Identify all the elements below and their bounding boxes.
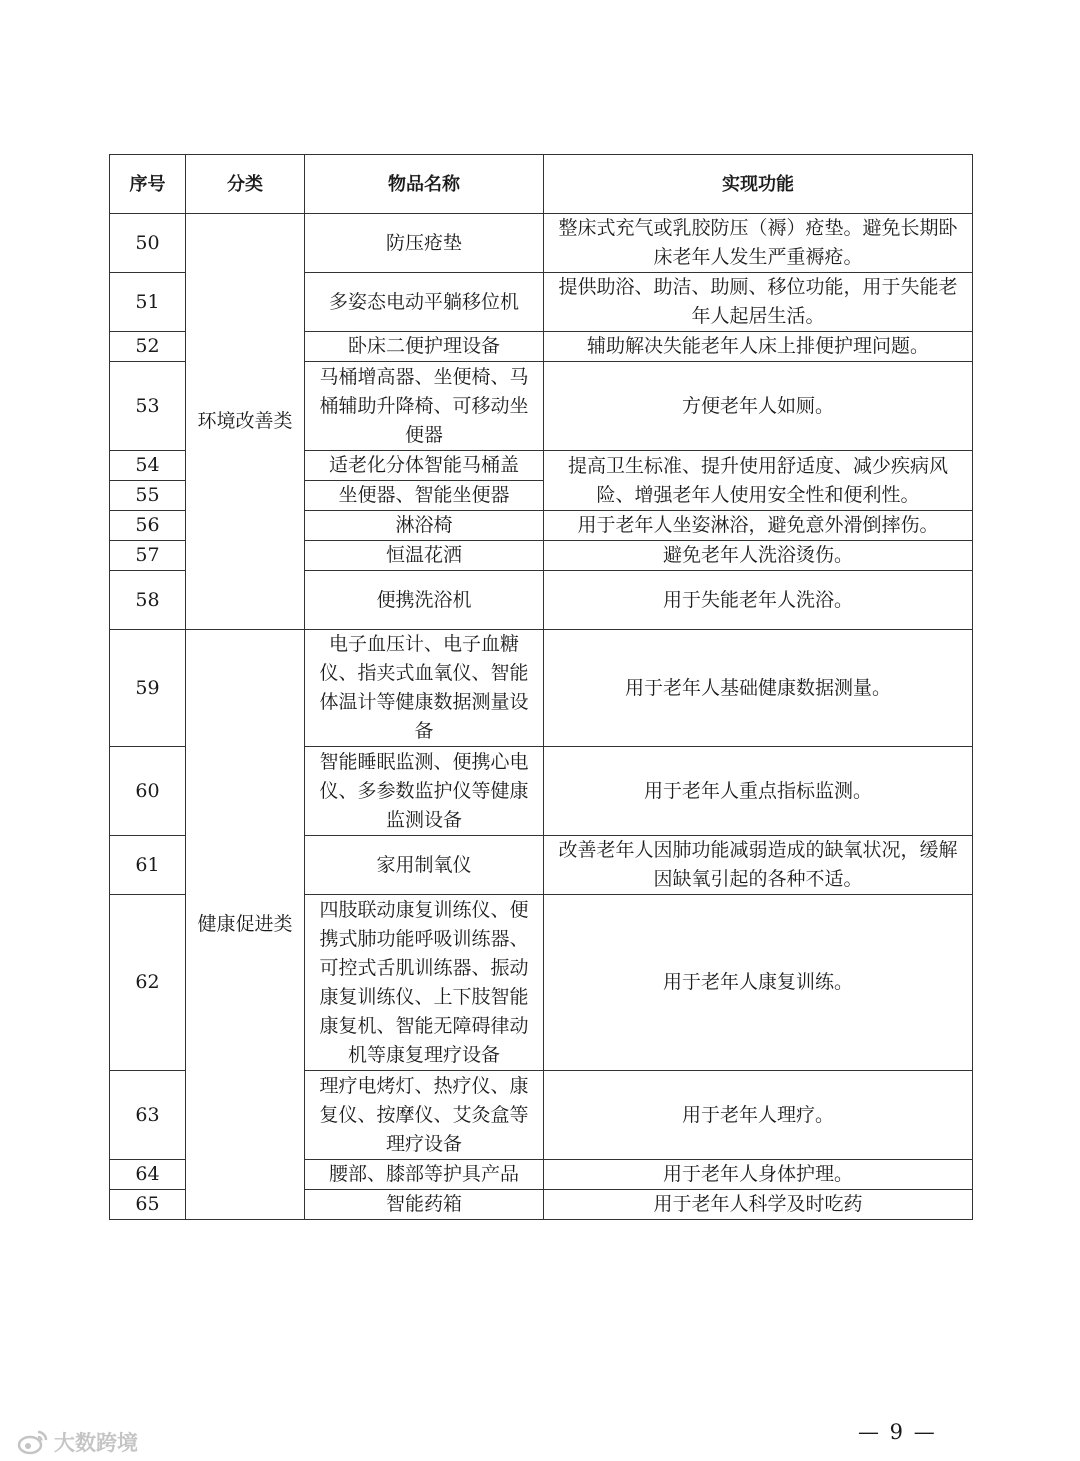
- item-function: 用于老年人坐姿淋浴，避免意外滑倒摔伤。: [544, 511, 973, 541]
- item-function: 用于老年人重点指标监测。: [544, 747, 973, 836]
- row-number: 50: [110, 214, 186, 273]
- item-name: 便携洗浴机: [305, 571, 544, 630]
- category-cell: 健康促进类: [186, 630, 305, 1220]
- item-name: 家用制氧仪: [305, 836, 544, 895]
- category-cell: 环境改善类: [186, 214, 305, 630]
- item-function: 提供助浴、助洁、助厕、移位功能，用于失能老年人起居生活。: [544, 273, 973, 332]
- item-name: 卧床二便护理设备: [305, 332, 544, 362]
- row-number: 62: [110, 895, 186, 1071]
- watermark-text: 大数跨境: [54, 1431, 138, 1455]
- row-number: 57: [110, 541, 186, 571]
- item-function: 方便老年人如厕。: [544, 362, 973, 451]
- item-function: 用于老年人基础健康数据测量。: [544, 630, 973, 747]
- item-function: 用于老年人身体护理。: [544, 1160, 973, 1190]
- item-function: 用于老年人科学及时吃药: [544, 1190, 973, 1220]
- item-name: 四肢联动康复训练仪、便携式肺功能呼吸训练器、可控式舌肌训练器、振动康复训练仪、上下肢智能康复机、智能无障碍律动机等康复理疗设备: [305, 895, 544, 1071]
- table-row: [110, 214, 973, 273]
- row-number: 54: [110, 451, 186, 481]
- page-number: — 9 —: [858, 1420, 937, 1444]
- item-function: 避免老年人洗浴烫伤。: [544, 541, 973, 571]
- item-function: 用于老年人康复训练。: [544, 895, 973, 1071]
- item-name: 坐便器、智能坐便器: [305, 481, 544, 511]
- watermark: [16, 1427, 138, 1457]
- row-number: 51: [110, 273, 186, 332]
- table-row: [110, 630, 973, 747]
- header-category: 分类: [186, 155, 305, 214]
- item-function: 用于老年人理疗。: [544, 1071, 973, 1160]
- row-number: 60: [110, 747, 186, 836]
- row-number: 58: [110, 571, 186, 630]
- row-number: 63: [110, 1071, 186, 1160]
- item-name: 电子血压计、电子血糖仪、指夹式血氧仪、智能体温计等健康数据测量设备: [305, 630, 544, 747]
- header-number: 序号: [110, 155, 186, 214]
- row-number: 59: [110, 630, 186, 747]
- header-function: 实现功能: [544, 155, 973, 214]
- item-function: 辅助解决失能老年人床上排便护理问题。: [544, 332, 973, 362]
- item-name: 智能睡眠监测、便携心电仪、多参数监护仪等健康监测设备: [305, 747, 544, 836]
- row-number: 55: [110, 481, 186, 511]
- item-name: 马桶增高器、坐便椅、马桶辅助升降椅、可移动坐便器: [305, 362, 544, 451]
- header-item-name: 物品名称: [305, 155, 544, 214]
- item-name: 多姿态电动平躺移位机: [305, 273, 544, 332]
- row-number: 65: [110, 1190, 186, 1220]
- item-function: 改善老年人因肺功能减弱造成的缺氧状况，缓解因缺氧引起的各种不适。: [544, 836, 973, 895]
- row-number: 56: [110, 511, 186, 541]
- items-table: [109, 154, 973, 1220]
- weibo-logo-icon: [16, 1428, 50, 1456]
- item-name: 恒温花洒: [305, 541, 544, 571]
- header-row: [110, 155, 973, 214]
- item-name: 适老化分体智能马桶盖: [305, 451, 544, 481]
- row-number: 61: [110, 836, 186, 895]
- item-name: 智能药箱: [305, 1190, 544, 1220]
- item-name: 防压疮垫: [305, 214, 544, 273]
- row-number: 52: [110, 332, 186, 362]
- row-number: 53: [110, 362, 186, 451]
- item-function: 整床式充气或乳胶防压（褥）疮垫。避免长期卧床老年人发生严重褥疮。: [544, 214, 973, 273]
- row-number: 64: [110, 1160, 186, 1190]
- item-function: 用于失能老年人洗浴。: [544, 571, 973, 630]
- item-function: 提高卫生标准、提升使用舒适度、减少疾病风险、增强老年人使用安全性和便利性。: [544, 451, 973, 511]
- item-name: 淋浴椅: [305, 511, 544, 541]
- item-name: 理疗电烤灯、热疗仪、康复仪、按摩仪、艾灸盒等理疗设备: [305, 1071, 544, 1160]
- item-name: 腰部、膝部等护具产品: [305, 1160, 544, 1190]
